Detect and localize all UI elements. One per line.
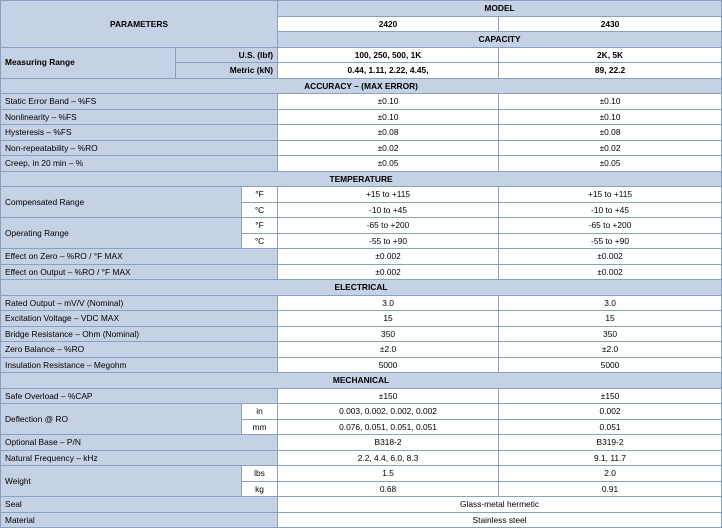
value-2420: ±0.02 xyxy=(278,140,499,156)
value-2430: 2.0 xyxy=(499,466,722,482)
table-row xyxy=(1,311,722,327)
table-row xyxy=(1,249,722,265)
deflection-label: Deflection @ RO xyxy=(1,404,242,435)
value-2420: B318-2 xyxy=(278,435,499,451)
value-2420: ±150 xyxy=(278,388,499,404)
model-2430-header: 2430 xyxy=(499,16,722,32)
table-row xyxy=(1,140,722,156)
unit-fahrenheit: °F xyxy=(242,187,278,203)
row-label: Effect on Output – %RO / °F MAX xyxy=(1,264,278,280)
model-2420-header: 2420 xyxy=(278,16,499,32)
value-2420: ±0.08 xyxy=(278,125,499,141)
row-label: Static Error Band – %FS xyxy=(1,94,278,110)
electrical-section-title: ELECTRICAL xyxy=(1,280,722,296)
row-label: Hysteresis – %FS xyxy=(1,125,278,141)
us-range-2430: 2K, 5K xyxy=(499,47,722,63)
accuracy-section-title: ACCURACY – (MAX ERROR) xyxy=(1,78,722,94)
value-2420: +15 to +115 xyxy=(278,187,499,203)
table-row xyxy=(1,109,722,125)
value-2420: ±0.002 xyxy=(278,249,499,265)
value-2420: -55 to +90 xyxy=(278,233,499,249)
row-label: Safe Overload – %CAP xyxy=(1,388,278,404)
value-2430: ±0.05 xyxy=(499,156,722,172)
us-unit-label: U.S. (lbf) xyxy=(176,47,278,63)
capacity-header: CAPACITY xyxy=(278,32,722,48)
row-label: Rated Output – mV/V (Nominal) xyxy=(1,295,278,311)
value-2420: ±0.05 xyxy=(278,156,499,172)
metric-range-2430: 89, 22.2 xyxy=(499,63,722,79)
value-2430: 0.002 xyxy=(499,404,722,420)
value-2420: ±2.0 xyxy=(278,342,499,358)
row-label: Natural Frequency – kHz xyxy=(1,450,278,466)
value-2420: 0.003, 0.002, 0.002, 0.002 xyxy=(278,404,499,420)
unit-celsius: °C xyxy=(242,202,278,218)
table-row xyxy=(1,156,722,172)
unit-pounds: lbs xyxy=(242,466,278,482)
value-2430: -55 to +90 xyxy=(499,233,722,249)
row-label: Excitation Voltage – VDC MAX xyxy=(1,311,278,327)
value-2430: ±0.02 xyxy=(499,140,722,156)
value-2420: ±0.10 xyxy=(278,94,499,110)
operating-range-label: Operating Range xyxy=(1,218,242,249)
row-label: Insulation Resistance – Megohm xyxy=(1,357,278,373)
table-row xyxy=(1,94,722,110)
value-2420: 0.68 xyxy=(278,481,499,497)
table-row xyxy=(1,357,722,373)
value-2430: 9.1, 11.7 xyxy=(499,450,722,466)
value-2420: -65 to +200 xyxy=(278,218,499,234)
row-label: Bridge Resistance – Ohm (Nominal) xyxy=(1,326,278,342)
seal-value: Glass-metal hermetic xyxy=(278,497,722,513)
unit-fahrenheit: °F xyxy=(242,218,278,234)
table-row xyxy=(1,435,722,451)
table-row xyxy=(1,326,722,342)
value-2430: -10 to +45 xyxy=(499,202,722,218)
value-2430: B319-2 xyxy=(499,435,722,451)
value-2430: 15 xyxy=(499,311,722,327)
value-2420: 0.076, 0.051, 0.051, 0.051 xyxy=(278,419,499,435)
value-2430: ±0.002 xyxy=(499,264,722,280)
unit-celsius: °C xyxy=(242,233,278,249)
material-value: Stainless steel xyxy=(278,512,722,528)
unit-inches: in xyxy=(242,404,278,420)
value-2430: ±150 xyxy=(499,388,722,404)
row-label: Creep, in 20 min – % xyxy=(1,156,278,172)
row-label: Nonlinearity – %FS xyxy=(1,109,278,125)
parameters-header: PARAMETERS xyxy=(1,1,278,48)
value-2430: 5000 xyxy=(499,357,722,373)
value-2420: 5000 xyxy=(278,357,499,373)
value-2430: ±0.08 xyxy=(499,125,722,141)
value-2430: ±0.10 xyxy=(499,94,722,110)
value-2420: 2.2, 4.4, 6.0, 8.3 xyxy=(278,450,499,466)
value-2420: 1.5 xyxy=(278,466,499,482)
value-2430: 350 xyxy=(499,326,722,342)
value-2430: ±2.0 xyxy=(499,342,722,358)
compensated-range-label: Compensated Range xyxy=(1,187,242,218)
value-2420: -10 to +45 xyxy=(278,202,499,218)
value-2430: +15 to +115 xyxy=(499,187,722,203)
table-row xyxy=(1,342,722,358)
table-row xyxy=(1,497,722,513)
measuring-range-label: Measuring Range xyxy=(1,47,176,78)
value-2430: ±0.10 xyxy=(499,109,722,125)
mechanical-section-title: MECHANICAL xyxy=(1,373,722,389)
value-2420: ±0.10 xyxy=(278,109,499,125)
us-range-2420: 100, 250, 500, 1K xyxy=(278,47,499,63)
table-row xyxy=(1,264,722,280)
weight-label: Weight xyxy=(1,466,242,497)
row-label: Seal xyxy=(1,497,278,513)
value-2430: 0.051 xyxy=(499,419,722,435)
value-2430: 3.0 xyxy=(499,295,722,311)
row-label: Non-repeatability – %RO xyxy=(1,140,278,156)
table-row xyxy=(1,295,722,311)
value-2420: 3.0 xyxy=(278,295,499,311)
table-row xyxy=(1,450,722,466)
value-2420: ±0.002 xyxy=(278,264,499,280)
temperature-section-title: TEMPERATURE xyxy=(1,171,722,187)
row-label: Material xyxy=(1,512,278,528)
table-row xyxy=(1,388,722,404)
value-2420: 15 xyxy=(278,311,499,327)
unit-millimeters: mm xyxy=(242,419,278,435)
metric-range-2420: 0.44, 1.11, 2.22, 4.45, xyxy=(278,63,499,79)
value-2420: 350 xyxy=(278,326,499,342)
value-2430: ±0.002 xyxy=(499,249,722,265)
metric-unit-label: Metric (kN) xyxy=(176,63,278,79)
table-row xyxy=(1,512,722,528)
value-2430: -65 to +200 xyxy=(499,218,722,234)
row-label: Effect on Zero – %RO / °F MAX xyxy=(1,249,278,265)
row-label: Zero Balance – %RO xyxy=(1,342,278,358)
value-2430: 0.91 xyxy=(499,481,722,497)
unit-kilograms: kg xyxy=(242,481,278,497)
row-label: Optional Base – P/N xyxy=(1,435,278,451)
table-row xyxy=(1,125,722,141)
model-header: MODEL xyxy=(278,1,722,17)
